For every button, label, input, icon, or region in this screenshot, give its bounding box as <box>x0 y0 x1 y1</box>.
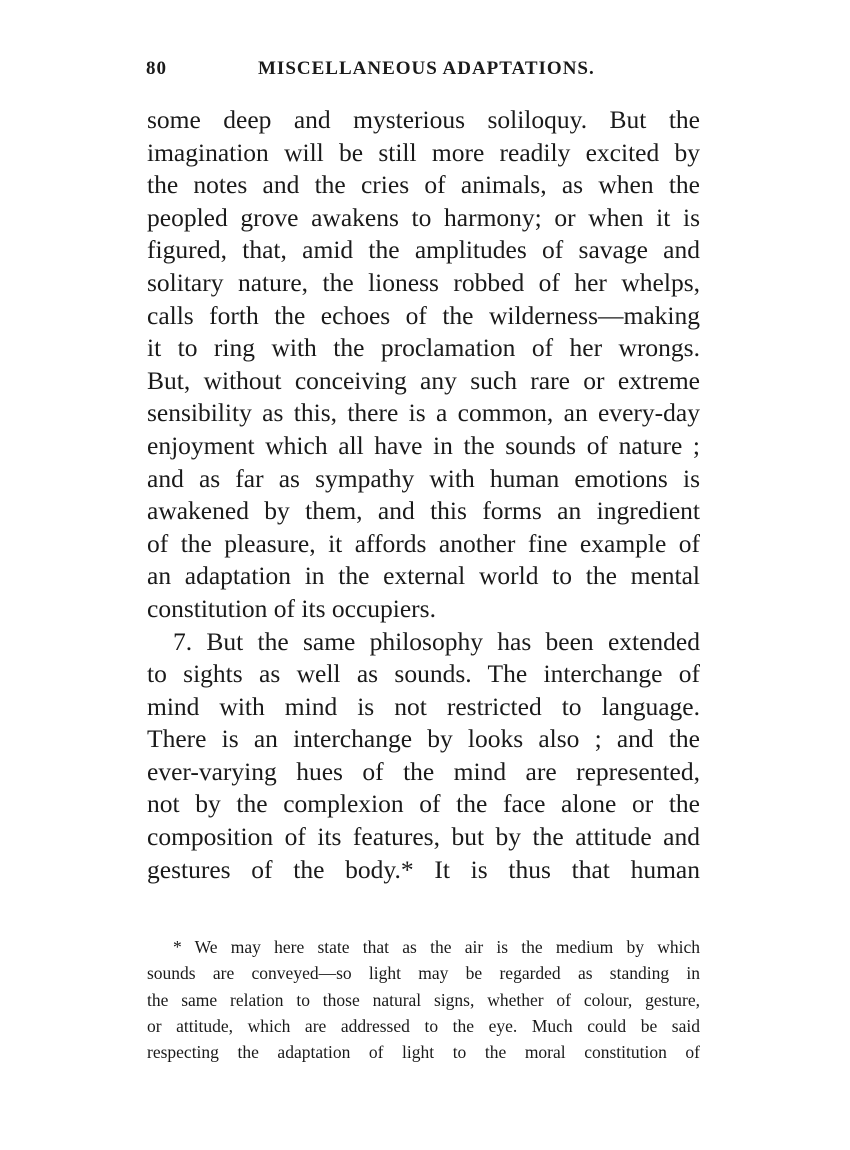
text-line: But, without conceiving any such rare or extreme <box>147 365 700 395</box>
footnote-line: or attitude, which are addressed to the eye. Much could be said <box>147 1015 700 1036</box>
text-line: sensibility as this, there is a common, an every-day <box>147 398 700 428</box>
text-line: not by the complexion of the face alone or the <box>147 789 700 819</box>
text-line: it to ring with the proclamation of her wrongs. <box>147 333 700 363</box>
page-number: 80 <box>146 58 167 79</box>
text-line: constitution of its occupiers. <box>147 593 436 623</box>
text-line: gestures of the body.* It is thus that human <box>147 854 700 884</box>
text-line: to sights as well as sounds. The interchange of <box>147 659 700 689</box>
text-line: of the pleasure, it affords another fine example of <box>147 528 700 558</box>
text-line: an adaptation in the external world to the mental <box>147 561 700 591</box>
footnote-line: sounds are conveyed—so light may be regarded as standing in <box>147 963 700 984</box>
text-line: peopled grove awakens to harmony; or when it is <box>147 202 700 232</box>
text-line: There is an interchange by looks also ; and the <box>147 724 700 754</box>
text-line: calls forth the echoes of the wilderness—making <box>147 300 700 330</box>
text-line: awakened by them, and this forms an ingredient <box>147 496 700 526</box>
text-line: 7. But the same philosophy has been extended <box>173 626 700 656</box>
page-header <box>146 58 699 88</box>
text-line: solitary nature, the lioness robbed of her whelps, <box>147 267 700 297</box>
text-line: mind with mind is not restricted to language. <box>147 691 700 721</box>
text-line: figured, that, amid the amplitudes of savage and <box>147 235 700 265</box>
text-line: composition of its features, but by the attitude and <box>147 822 700 852</box>
text-line: imagination will be still more readily excited by <box>147 137 700 167</box>
footnote <box>147 934 700 1065</box>
footnote-line: respecting the adaptation of light to the moral constitution of <box>147 1042 700 1063</box>
text-line: and as far as sympathy with human emotions is <box>147 463 700 493</box>
text-line: some deep and mysterious soliloquy. But the <box>147 105 700 134</box>
footnote-line: the same relation to those natural signs, whether of colour, gesture, <box>147 989 700 1010</box>
footnote-line: * We may here state that as the air is the medium by which <box>173 937 700 957</box>
text-line: enjoyment which all have in the sounds of nature ; <box>147 430 700 460</box>
text-line: ever-varying hues of the mind are represented, <box>147 756 700 786</box>
body-text <box>147 104 700 886</box>
running-title: MISCELLANEOUS ADAPTATIONS. <box>258 58 595 79</box>
text-line: the notes and the cries of animals, as when the <box>147 170 700 200</box>
